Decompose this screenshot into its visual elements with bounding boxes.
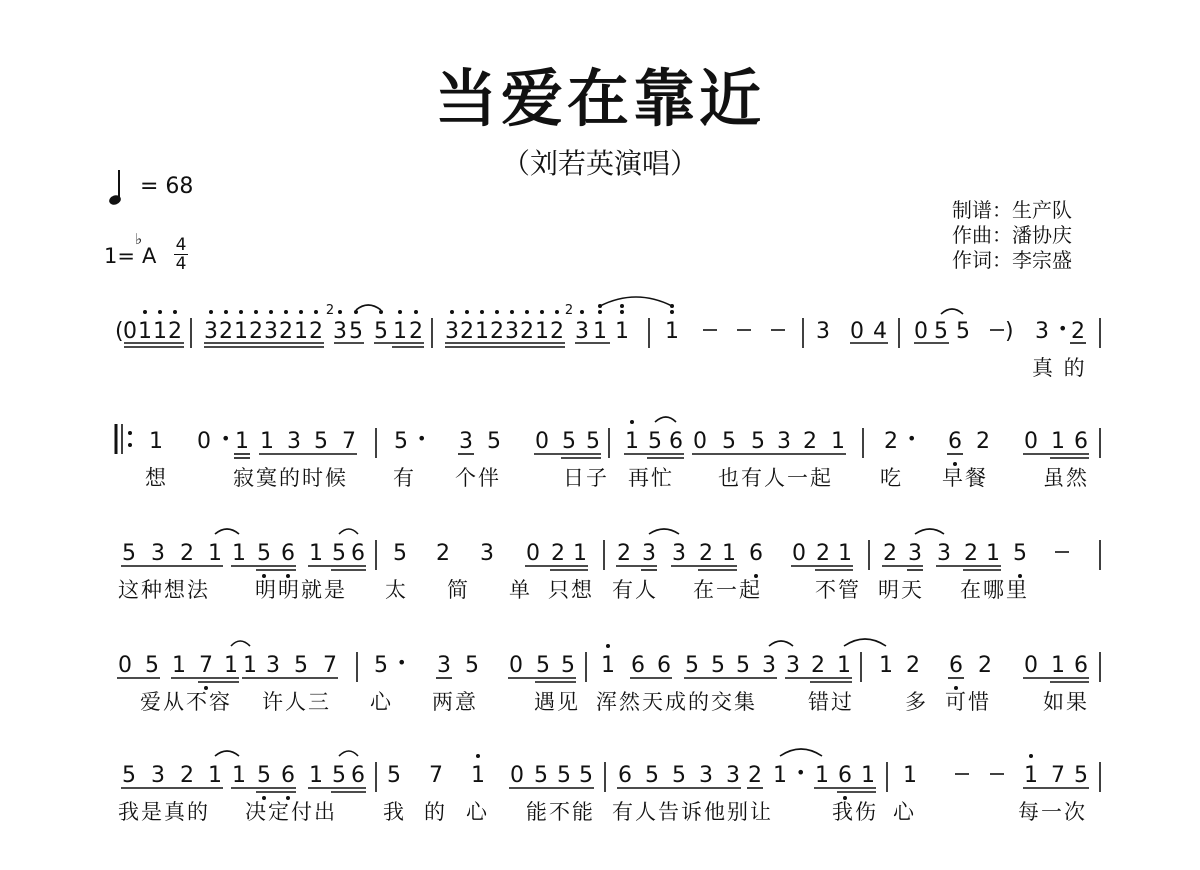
svg-text:5: 5 [751, 429, 765, 454]
score-row-1 [0, 282, 1200, 412]
svg-text:3: 3 [762, 653, 776, 678]
svg-text:1: 1 [294, 319, 308, 344]
svg-text:•: • [796, 763, 806, 782]
time-signature-bottom: 4 [175, 254, 187, 274]
svg-text:2: 2 [409, 319, 423, 344]
svg-text:6: 6 [1074, 653, 1088, 678]
svg-text:5: 5 [645, 763, 659, 788]
credits [952, 198, 1072, 273]
svg-text:•: • [1058, 319, 1068, 338]
svg-text:6: 6 [631, 653, 645, 678]
page-subtitle: （刘若英演唱） [501, 147, 698, 180]
svg-text:2: 2 [564, 303, 574, 318]
svg-text:2: 2 [617, 541, 631, 566]
svg-text:3: 3 [287, 429, 301, 454]
svg-text:1: 1 [1024, 763, 1038, 788]
lyric: 决定付出 [245, 800, 337, 824]
svg-text:•: • [907, 429, 917, 448]
svg-text:6: 6 [749, 541, 763, 566]
svg-text:3: 3 [908, 541, 922, 566]
svg-text:2: 2 [325, 303, 335, 318]
lyric: 爱从不容 [140, 690, 232, 714]
svg-text:3: 3 [151, 763, 165, 788]
svg-text:): ) [1005, 319, 1014, 344]
lyric: 再忙 [628, 466, 674, 490]
svg-text:5: 5 [487, 429, 501, 454]
svg-text:1: 1 [232, 541, 246, 566]
svg-text:5: 5 [465, 653, 479, 678]
svg-text:7: 7 [342, 429, 356, 454]
svg-text:2: 2 [816, 541, 830, 566]
score-row-3 [0, 518, 1200, 648]
svg-text:1: 1 [593, 319, 607, 344]
svg-text:2: 2 [460, 319, 474, 344]
svg-text:0: 0 [1024, 653, 1038, 678]
lyric: 心 [370, 690, 393, 714]
svg-text:6: 6 [657, 653, 671, 678]
svg-text:3: 3 [699, 763, 713, 788]
lyric: 我是真的 [118, 800, 210, 824]
svg-text:3: 3 [937, 541, 951, 566]
lyric: 在哪里 [960, 578, 1029, 602]
credit-lyricist: 作词：李宗盛 [952, 248, 1072, 272]
svg-text:2: 2 [906, 653, 920, 678]
svg-text:2: 2 [976, 429, 990, 454]
lyric: 心 [893, 800, 916, 824]
lyric: 明天 [878, 578, 924, 602]
svg-text:1: 1 [309, 541, 323, 566]
svg-text:1: 1 [475, 319, 489, 344]
svg-text:5: 5 [122, 763, 136, 788]
svg-text:5: 5 [387, 763, 401, 788]
lyric: 也有人一起 [718, 466, 833, 490]
lyric: 多 [905, 690, 928, 714]
lyric: 的 [424, 800, 447, 824]
svg-text:1: 1 [838, 541, 852, 566]
svg-text:1: 1 [831, 429, 845, 454]
lyric: 这种想法 [118, 578, 210, 602]
lyric: 在一起 [693, 578, 762, 602]
svg-text:5: 5 [586, 429, 600, 454]
svg-text:2: 2 [550, 319, 564, 344]
lyric: 可惜 [945, 690, 991, 714]
svg-text:5: 5 [257, 541, 271, 566]
svg-text:3: 3 [459, 429, 473, 454]
lyric: 不管 [815, 578, 861, 602]
lyric: 我 [383, 800, 406, 824]
svg-text:1: 1 [172, 653, 186, 678]
svg-text:(: ( [115, 319, 124, 344]
svg-text:2: 2 [180, 763, 194, 788]
svg-text:2: 2 [309, 319, 323, 344]
svg-text:2: 2 [803, 429, 817, 454]
svg-text:7: 7 [323, 653, 337, 678]
key-prefix: 1= [104, 244, 135, 268]
svg-text:3: 3 [480, 541, 494, 566]
svg-text:2: 2 [748, 763, 762, 788]
quarter-note-icon [108, 168, 124, 208]
svg-text:0: 0 [123, 319, 137, 344]
svg-text:5: 5 [393, 541, 407, 566]
score-row-5 [0, 740, 1200, 870]
tempo-value: = 68 [140, 174, 194, 199]
svg-text:7: 7 [199, 653, 213, 678]
svg-text:6: 6 [948, 429, 962, 454]
credit-arranger: 制谱：生产队 [952, 198, 1072, 222]
svg-text:5: 5 [579, 763, 593, 788]
svg-text:2: 2 [249, 319, 263, 344]
svg-text:2: 2 [436, 541, 450, 566]
lyric: 早餐 [942, 466, 988, 490]
svg-text:1: 1 [573, 541, 587, 566]
svg-text:2: 2 [279, 319, 293, 344]
svg-text:5: 5 [722, 429, 736, 454]
svg-text:0: 0 [118, 653, 132, 678]
notation-row-1 [0, 282, 1200, 362]
svg-text:1: 1 [243, 653, 257, 678]
svg-text:6: 6 [351, 763, 365, 788]
svg-text:3: 3 [505, 319, 519, 344]
svg-text:5: 5 [648, 429, 662, 454]
svg-text:1: 1 [471, 763, 485, 788]
svg-text:1: 1 [535, 319, 549, 344]
svg-text:1: 1 [615, 319, 629, 344]
svg-text:1: 1 [837, 653, 851, 678]
svg-text:1: 1 [1051, 429, 1065, 454]
svg-text:2: 2 [964, 541, 978, 566]
lyric: 心 [466, 800, 489, 824]
svg-text:2: 2 [490, 319, 504, 344]
svg-text:3: 3 [151, 541, 165, 566]
lyric: 遇见 [534, 690, 580, 714]
svg-text:0: 0 [792, 541, 806, 566]
svg-text:1: 1 [208, 541, 222, 566]
svg-text:2: 2 [168, 319, 182, 344]
svg-text:5: 5 [332, 763, 346, 788]
svg-text:0: 0 [850, 319, 864, 344]
svg-text:2: 2 [219, 319, 233, 344]
svg-text:5: 5 [332, 541, 346, 566]
svg-text:1: 1 [138, 319, 152, 344]
svg-text:0: 0 [914, 319, 928, 344]
svg-text:5: 5 [956, 319, 970, 344]
svg-text:0: 0 [509, 653, 523, 678]
lyric: 有 [393, 466, 416, 490]
lyric: 有人告诉他别让 [612, 800, 773, 824]
svg-text:6: 6 [838, 763, 852, 788]
svg-text:0: 0 [510, 763, 524, 788]
svg-text:1: 1 [234, 319, 248, 344]
svg-text:5: 5 [736, 653, 750, 678]
lyric: 个伴 [455, 466, 501, 490]
svg-text:•: • [221, 429, 231, 448]
svg-text:5: 5 [934, 319, 948, 344]
svg-text:5: 5 [1013, 541, 1027, 566]
svg-text:5: 5 [562, 429, 576, 454]
page-title: 当爱在靠近 [434, 62, 765, 135]
lyric: 浑然天成的交集 [596, 690, 757, 714]
svg-text:1: 1 [260, 429, 274, 454]
lyric: 寂寞的时候 [233, 466, 348, 490]
svg-text:4: 4 [873, 319, 887, 344]
lyric: 我伤 [832, 800, 878, 824]
lyric: 单 [509, 578, 532, 602]
lyric: 简 [447, 578, 470, 602]
svg-text:0: 0 [535, 429, 549, 454]
svg-text:1: 1 [1051, 653, 1065, 678]
time-signature [174, 236, 188, 273]
svg-text:1: 1 [153, 319, 167, 344]
svg-text:3: 3 [333, 319, 347, 344]
key-note: A [142, 244, 157, 268]
svg-text:0: 0 [1024, 429, 1038, 454]
lyric: 错过 [808, 690, 854, 714]
key-signature [104, 226, 224, 276]
svg-text:5: 5 [374, 653, 388, 678]
svg-text:1: 1 [903, 763, 917, 788]
svg-text:5: 5 [672, 763, 686, 788]
svg-text:2: 2 [1071, 319, 1085, 344]
svg-text:2: 2 [520, 319, 534, 344]
svg-text:3: 3 [445, 319, 459, 344]
lyric: 想 [145, 466, 168, 490]
svg-text:•: • [397, 653, 407, 672]
svg-text:1: 1 [208, 763, 222, 788]
lyric: 两意 [432, 690, 478, 714]
svg-text:6: 6 [281, 541, 295, 566]
lyric: 能不能 [526, 800, 595, 824]
lyric: 明明就是 [255, 578, 347, 602]
svg-text:1: 1 [879, 653, 893, 678]
svg-text:5: 5 [145, 653, 159, 678]
svg-text:1: 1 [601, 653, 615, 678]
svg-text:5: 5 [711, 653, 725, 678]
svg-text:1: 1 [224, 653, 238, 678]
lyric: 只想 [548, 578, 594, 602]
lyric: 如果 [1043, 690, 1089, 714]
svg-text:1: 1 [149, 429, 163, 454]
svg-text:1: 1 [722, 541, 736, 566]
svg-text:5: 5 [294, 653, 308, 678]
svg-text:6: 6 [949, 653, 963, 678]
svg-text:5: 5 [374, 319, 388, 344]
svg-text:3: 3 [672, 541, 686, 566]
svg-text:2: 2 [180, 541, 194, 566]
svg-text:5: 5 [394, 429, 408, 454]
svg-text:1: 1 [815, 763, 829, 788]
svg-text:5: 5 [257, 763, 271, 788]
svg-text:1: 1 [861, 763, 875, 788]
svg-text:0: 0 [693, 429, 707, 454]
time-signature-top: 4 [175, 235, 187, 255]
svg-text:5: 5 [314, 429, 328, 454]
svg-text:1: 1 [235, 429, 249, 454]
svg-text:5: 5 [536, 653, 550, 678]
svg-text:6: 6 [351, 541, 365, 566]
svg-text:5: 5 [349, 319, 363, 344]
svg-text:3: 3 [1035, 319, 1049, 344]
svg-text:2: 2 [551, 541, 565, 566]
svg-text:3: 3 [266, 653, 280, 678]
svg-text:5: 5 [561, 653, 575, 678]
score-row-2 [0, 406, 1200, 536]
svg-text:3: 3 [726, 763, 740, 788]
lyric: 真 的 [1032, 356, 1087, 380]
svg-text:0: 0 [197, 429, 211, 454]
svg-text:•: • [417, 429, 427, 448]
lyric: 许人三 [262, 690, 331, 714]
svg-text:3: 3 [816, 319, 830, 344]
svg-text:3: 3 [642, 541, 656, 566]
svg-text:7: 7 [1051, 763, 1065, 788]
svg-text:2: 2 [883, 541, 897, 566]
svg-text:1: 1 [665, 319, 679, 344]
svg-text:6: 6 [1074, 429, 1088, 454]
svg-text:0: 0 [526, 541, 540, 566]
svg-text:7: 7 [429, 763, 443, 788]
svg-text:6: 6 [281, 763, 295, 788]
svg-text:5: 5 [685, 653, 699, 678]
svg-text:5: 5 [122, 541, 136, 566]
svg-text:5: 5 [557, 763, 571, 788]
svg-text:1: 1 [232, 763, 246, 788]
svg-text:3: 3 [204, 319, 218, 344]
lyric: 每一次 [1018, 800, 1087, 824]
svg-text:5: 5 [534, 763, 548, 788]
svg-text:3: 3 [264, 319, 278, 344]
lyric: 日子 [563, 466, 609, 490]
lyric: 太 [385, 578, 408, 602]
svg-text:3: 3 [786, 653, 800, 678]
svg-text:6: 6 [669, 429, 683, 454]
svg-text:1: 1 [986, 541, 1000, 566]
svg-text:6: 6 [618, 763, 632, 788]
svg-text:3: 3 [777, 429, 791, 454]
svg-text:2: 2 [884, 429, 898, 454]
svg-text:3: 3 [575, 319, 589, 344]
lyric: 虽然 [1043, 466, 1089, 490]
svg-text:2: 2 [699, 541, 713, 566]
svg-text:1: 1 [625, 429, 639, 454]
lyric: 吃 [880, 466, 903, 490]
svg-text:2: 2 [811, 653, 825, 678]
svg-text:3: 3 [437, 653, 451, 678]
svg-text:2: 2 [978, 653, 992, 678]
svg-text:5: 5 [1074, 763, 1088, 788]
credit-composer: 作曲：潘协庆 [952, 223, 1072, 247]
svg-text:1: 1 [773, 763, 787, 788]
flat-sign: ♭ [135, 230, 143, 248]
svg-text:1: 1 [393, 319, 407, 344]
lyric: 有人 [612, 578, 658, 602]
svg-text:1: 1 [309, 763, 323, 788]
